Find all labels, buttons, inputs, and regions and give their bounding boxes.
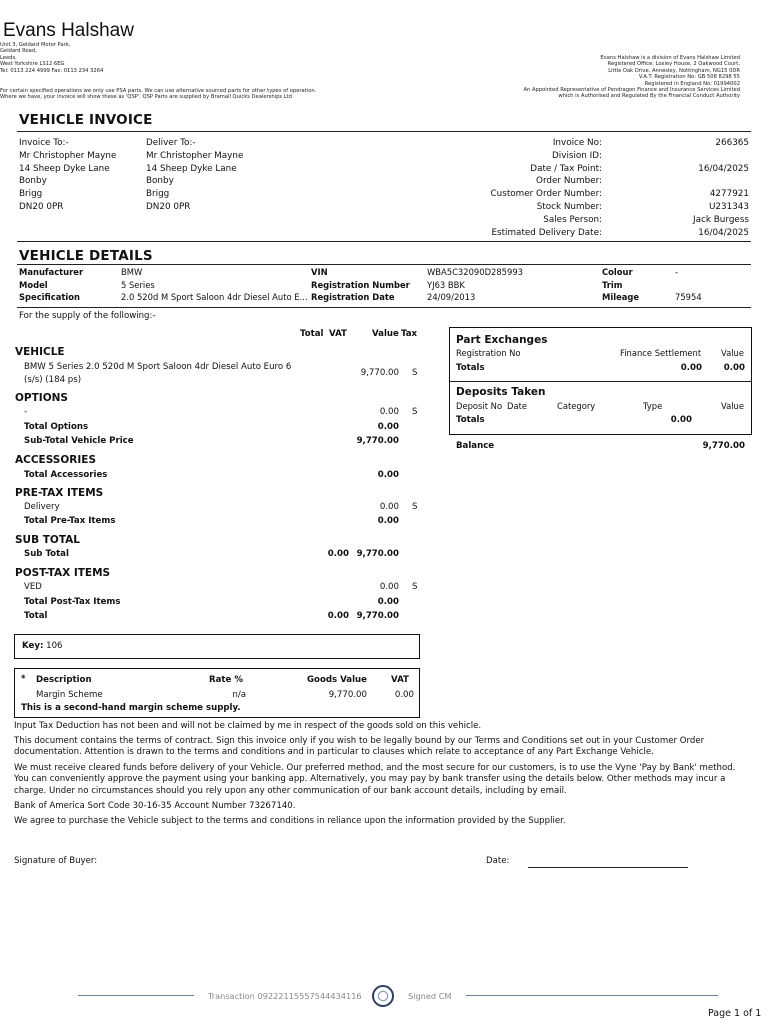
meta-value: 266365	[715, 138, 749, 148]
vat-note: This is a second-hand margin scheme supply.	[21, 703, 241, 713]
spec-label: Specification	[19, 292, 80, 302]
option-value: 0.00	[379, 407, 399, 417]
colour-value: -	[675, 267, 679, 277]
model-value: 5 Series	[121, 279, 155, 290]
meta-value: Jack Burgess	[693, 214, 749, 225]
terms-paragraph: This document contains the terms of contract. Sign this invoice only if you wish to be legally bound by our Terms and Conditions set out in your Customer Order documentation. Attention is drawn to the terms and conditions and in particular to clauses which relate to acceptance of any Part Exchange Vehicle.	[14, 736, 705, 758]
pretax-heading: PRE-TAX ITEMS	[15, 487, 104, 499]
meta-label: Stock Number:	[536, 201, 602, 212]
ved-value: 0.00	[379, 582, 399, 592]
transaction-text: Transaction 09222115557544434116	[208, 991, 362, 1001]
company-line: V.A.T. Registration No: GB 508 8298 55	[638, 74, 740, 81]
invoice-to-block	[19, 137, 116, 214]
total-posttax-value: 0.00	[377, 597, 399, 607]
key-box	[14, 634, 420, 659]
invoice-to-label: Invoice To:-	[19, 138, 69, 148]
dep-total-value: 0.00	[670, 415, 692, 425]
trim-label: Trim	[602, 279, 623, 290]
delivery-tax: S	[412, 502, 418, 512]
total-accessories-value: 0.00	[377, 470, 399, 480]
dep-col-no: Deposit No	[456, 401, 503, 411]
details-values-col1	[121, 266, 311, 304]
invoice-to-line: Bonby	[19, 176, 47, 187]
deliver-to-line: Brigg	[146, 189, 170, 200]
reg-label: Registration Number	[311, 279, 410, 290]
total-value: 9,770.00	[356, 611, 399, 621]
vat-h-rate: Rate %	[209, 675, 243, 685]
divider	[449, 381, 752, 382]
option-tax: S	[412, 407, 418, 417]
company-line: Registered in England No: 01994002	[644, 80, 740, 87]
ved-label: VED	[24, 582, 42, 592]
invoice-to-line: DN20 0PR	[19, 201, 64, 212]
supply-text: For the supply of the following:-	[19, 311, 156, 321]
dep-col-category: Category	[557, 401, 596, 411]
vat-desc: Margin Scheme	[36, 690, 103, 700]
footer-rule-right	[466, 995, 718, 996]
invoice-meta-labels	[440, 137, 602, 239]
invoice-meta-values	[640, 137, 749, 239]
total-options-label: Total Options	[24, 422, 89, 432]
company-line: Evans Halshaw is a division of Evans Halshaw Limited	[600, 55, 740, 61]
invoice-title: VEHICLE INVOICE	[19, 112, 153, 128]
footer-rule-left	[78, 995, 194, 996]
key-label: Key:	[22, 641, 44, 651]
vin-value: WBA5C32090D285993	[427, 267, 523, 277]
terms-paragraph: We must receive cleared funds before delivery of your Vehicle. Our preferred method, and the most secure for our customers, is to use the Vyne 'Pay by Bank' method. You can conveniently approve the payment using your banking app. Alternatively, you may pay by bank transfer using the details below. Other methods may incur a charge. Under no circumstances should you rely upon any other communication of our bank account details, including by email.	[14, 763, 736, 796]
vat-h-vat: VAT	[391, 675, 409, 685]
vehicle-heading: VEHICLE	[15, 346, 65, 358]
address-line: Unit 3, Geldard Motor Park,	[0, 42, 71, 48]
col-tax-header: Tax	[401, 329, 418, 339]
balance-label: Balance	[456, 441, 495, 451]
notice-line: Where we have, your invoice will show these as 'QSP'. QSP Parts are supplied by Bramall Quicks Dealerships Ltd	[0, 94, 292, 101]
vehicle-value: 9,770.00	[360, 368, 399, 378]
vat-amount: 0.00	[394, 690, 414, 700]
sub-total-label: Sub Total	[24, 549, 69, 559]
col-total-header: Total	[300, 329, 324, 339]
subtotal-heading: SUB TOTAL	[15, 534, 80, 546]
deliver-to-line: DN20 0PR	[146, 201, 191, 212]
spec-value: 2.0 520d M Sport Saloon 4dr Diesel Auto E...	[121, 292, 308, 302]
total-label: Total	[24, 611, 48, 621]
details-values-col3	[675, 266, 702, 304]
dealer-address	[0, 42, 103, 74]
divider	[17, 307, 751, 308]
invoice-to-line: Brigg	[19, 189, 43, 200]
part-exchanges-title: Part Exchanges	[456, 334, 548, 346]
subtotal-vehicle-label: Sub-Total Vehicle Price	[24, 436, 134, 446]
meta-label: Order Number:	[536, 176, 602, 187]
meta-value: 4277921	[709, 189, 749, 200]
details-labels-col1	[19, 266, 83, 304]
date-line	[528, 867, 688, 868]
px-col-reg: Registration No	[456, 348, 521, 358]
notice-line: For certain specified operations we only use PSA parts. We can use alternative sourced parts for other types of operation.	[0, 88, 317, 94]
vin-label: VIN	[311, 267, 328, 277]
meta-value	[640, 175, 749, 188]
terms-paragraph: Input Tax Deduction has not been and will not be claimed by me in respect of the goods sold on this vehicle.	[14, 721, 482, 731]
meta-label: Sales Person:	[543, 214, 602, 225]
meta-value	[640, 150, 749, 163]
deliver-to-block	[146, 137, 243, 214]
meta-label: Division ID:	[552, 150, 602, 161]
vehicle-desc: (s/s) (184 ps)	[24, 375, 82, 385]
manufacturer-label: Manufacturer	[19, 267, 84, 277]
vat-star: *	[21, 674, 26, 684]
meta-label: Customer Order Number:	[490, 189, 602, 200]
vehicle-tax: S	[412, 368, 418, 378]
date-label: Date:	[486, 856, 510, 866]
signature-label: Signature of Buyer:	[14, 856, 98, 866]
company-line: An Appointed Representative of Pendragon Finance and Insurance Services Limited	[523, 87, 740, 94]
option-item: -	[24, 407, 28, 417]
terms-paragraph: We agree to purchase the Vehicle subject to the terms and conditions in reliance upon the information provided by the Supplier.	[14, 816, 566, 826]
details-labels-col2	[311, 266, 410, 304]
company-line: which is Authorised and Regulated By the Financial Conduct Authority	[558, 93, 740, 100]
total-posttax-label: Total Post-Tax Items	[24, 597, 121, 607]
total-pretax-value: 0.00	[377, 516, 399, 526]
vat-rate: n/a	[232, 690, 246, 700]
signature-seal-icon	[372, 985, 394, 1007]
key-field	[22, 641, 63, 651]
ved-tax: S	[412, 582, 418, 592]
address-line: Geldard Road,	[0, 48, 37, 55]
meta-label: Invoice No:	[552, 138, 602, 148]
company-line: Registered Office: Loxley House, 2 Oakwood Court,	[607, 61, 740, 68]
delivery-value: 0.00	[379, 502, 399, 512]
total-options-value: 0.00	[377, 422, 399, 432]
deliver-to-line: Bonby	[146, 176, 174, 187]
details-values-col2	[427, 266, 523, 304]
px-total-finance: 0.00	[680, 363, 702, 373]
vat-h-desc: Description	[36, 675, 92, 685]
delivery-label: Delivery	[24, 502, 60, 512]
meta-value: 16/04/2025	[698, 227, 749, 238]
dep-col-date: Date	[507, 401, 528, 411]
px-col-finance: Finance Settlement	[620, 348, 702, 358]
vehicle-desc: BMW 5 Series 2.0 520d M Sport Saloon 4dr Diesel Auto Euro 6	[24, 362, 292, 372]
balance-value: 9,770.00	[702, 441, 745, 451]
subtotal-vehicle-value: 9,770.00	[356, 436, 399, 446]
page-number: Page 1 of 1	[708, 1008, 762, 1019]
options-heading: OPTIONS	[15, 392, 68, 404]
sub-total-vat: 0.00	[327, 549, 349, 559]
key-value: 106	[46, 641, 63, 651]
address-line: Leeds,	[0, 54, 17, 61]
meta-label: Date / Tax Point:	[530, 163, 602, 174]
address-line: Tel: 0113 224 4999 Fax: 0113 234 3264	[0, 67, 104, 74]
manufacturer-value: BMW	[121, 267, 143, 277]
px-totals-label: Totals	[456, 363, 485, 373]
total-vat: 0.00	[327, 611, 349, 621]
trim-value	[675, 279, 702, 292]
regdate-value: 24/09/2013	[427, 292, 476, 302]
signed-text: Signed CM	[408, 991, 452, 1001]
deliver-to-label: Deliver To:-	[146, 138, 196, 148]
deliver-to-line: 14 Sheep Dyke Lane	[146, 163, 237, 174]
vat-goods: 9,770.00	[328, 690, 367, 700]
px-total-value: 0.00	[723, 363, 745, 373]
vat-h-goods: Goods Value	[307, 675, 367, 685]
details-title: VEHICLE DETAILS	[19, 248, 153, 264]
company-line: Little Oak Drive, Annesley, Nottingham, NG15 0DR	[608, 67, 740, 74]
model-label: Model	[19, 279, 48, 290]
reg-value: YJ63 BBK	[427, 279, 465, 290]
meta-value: 16/04/2025	[698, 163, 749, 174]
company-info	[524, 55, 741, 100]
col-value-header: Value	[372, 329, 399, 339]
terms-paragraph: Bank of America Sort Code 30-16-35 Account Number 73267140.	[14, 801, 296, 811]
meta-label: Estimated Delivery Date:	[491, 227, 602, 238]
col-vat-header: VAT	[329, 329, 347, 339]
deliver-to-line: Mr Christopher Mayne	[146, 150, 244, 161]
meta-value: U231343	[708, 201, 749, 212]
total-accessories-label: Total Accessories	[24, 470, 108, 480]
invoice-to-line: Mr Christopher Mayne	[19, 150, 117, 161]
total-pretax-label: Total Pre-Tax Items	[24, 516, 116, 526]
sub-total-value: 9,770.00	[356, 549, 399, 559]
mileage-label: Mileage	[602, 292, 640, 302]
dep-col-value: Value	[721, 401, 744, 411]
dep-col-type: Type	[643, 401, 663, 411]
invoice-to-line: 14 Sheep Dyke Lane	[19, 163, 110, 174]
details-labels-col3	[602, 266, 639, 304]
posttax-heading: POST-TAX ITEMS	[15, 567, 111, 579]
mileage-value: 75954	[675, 292, 702, 302]
brand-name: Evans Halshaw	[3, 20, 134, 41]
divider	[17, 131, 751, 132]
dep-totals-label: Totals	[456, 415, 485, 425]
deposits-title: Deposits Taken	[456, 386, 546, 398]
regdate-label: Registration Date	[311, 292, 395, 302]
parts-notice	[0, 88, 316, 101]
colour-label: Colour	[602, 267, 633, 277]
divider	[17, 241, 751, 242]
px-col-value: Value	[721, 348, 744, 358]
address-line: West Yorkshire LS12 6EG	[0, 61, 65, 68]
accessories-heading: ACCESSORIES	[15, 454, 97, 466]
divider	[17, 264, 751, 265]
